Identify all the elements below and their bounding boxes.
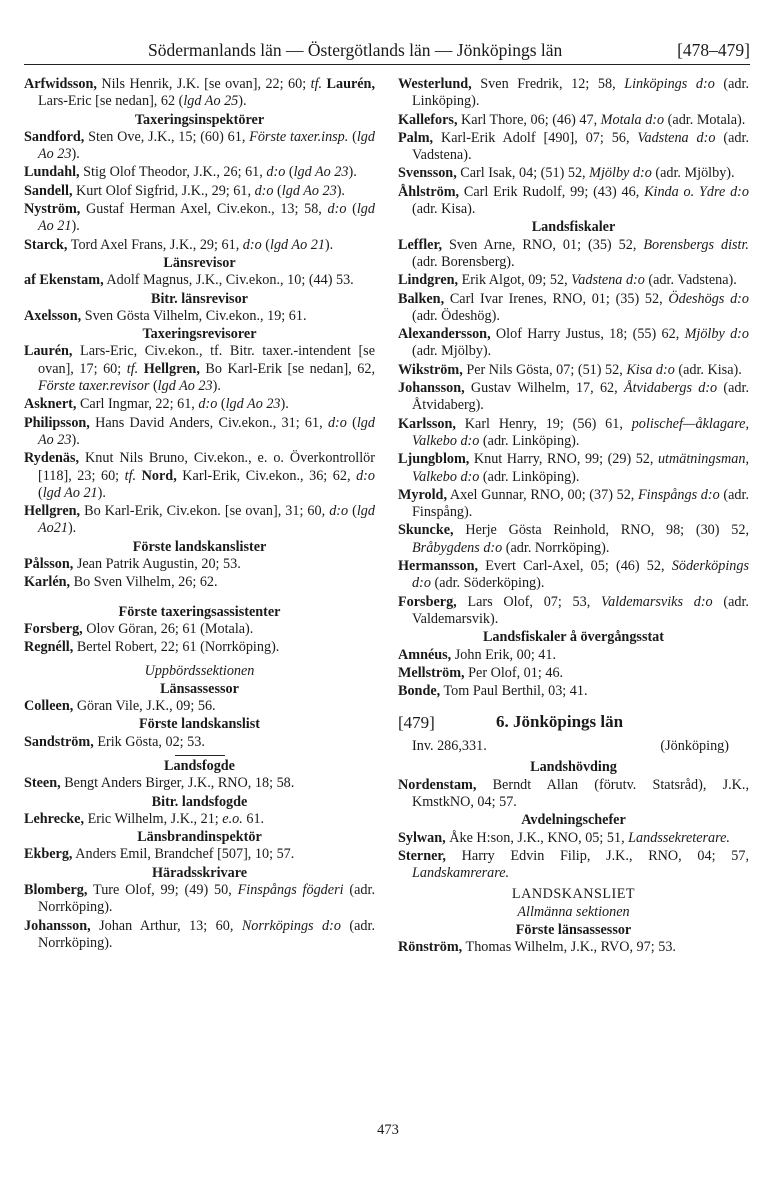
section-title: 6. Jönköpings län: [496, 712, 624, 732]
entry-steen: Steen, Bengt Anders Birger, J.K., RNO, 18; 58.: [24, 775, 295, 792]
entry-sandstrom: Sandström, Erik Gösta, 02; 53.: [24, 733, 205, 750]
entry-hermansson: Hermansson, Evert Carl-Axel, 05; (46) 52, Söderköpings d:o (adr. Söderköping).: [398, 558, 749, 592]
entry-myrold: Myrold, Axel Gunnar, RNO, 00; (37) 52, Finspångs d:o (adr. Finspång).: [398, 486, 749, 521]
entry-alexandersson: Alexandersson, Olof Harry Justus, 18; (55) 62, Mjölby d:o (adr. Mjölby).: [398, 326, 749, 360]
entry-starck: Starck, Tord Axel Frans, J.K., 29; 61, d:o (lgd Ao 21).: [24, 236, 334, 253]
heading-landsfogde: Landsfogde: [164, 757, 235, 774]
entry-svensson: Svensson, Carl Isak, 04; (51) 52, Mjölby d:o (adr. Mjölby).: [398, 165, 735, 182]
entry-blomberg: Blomberg, Ture Olof, 99; (49) 50, Finspångs fögderi (adr. Norrköping).: [24, 882, 375, 916]
heading-lansbrandinspektor: Länsbrandinspektör: [137, 829, 262, 846]
heading-lansrevisor: Länsrevisor: [163, 254, 236, 271]
entry-colleen: Colleen, Göran Vile, J.K., 09; 56.: [24, 698, 216, 715]
heading-landshovding: Landshövding: [530, 759, 617, 776]
entry-lindgren: Lindgren, Erik Algot, 09; 52, Vadstena d:o (adr. Vadstena).: [398, 272, 737, 289]
right-column: [398, 76, 749, 958]
entry-hellgren: Hellgren, Bo Karl-Erik, Civ.ekon. [se ovan], 31; 60, d:o (lgd Ao21).: [24, 503, 375, 537]
heading-lansassessor: Länsassessor: [160, 680, 239, 697]
entry-af-ekenstam: af Ekenstam, Adolf Magnus, J.K., Civ.ekon., 10; (44) 53.: [24, 272, 354, 289]
heading-bitr-lansrevisor: Bitr. länsrevisor: [151, 290, 248, 307]
entry-lundahl: Lundahl, Stig Olof Theodor, J.K., 26; 61, d:o (lgd Ao 23).: [24, 164, 357, 181]
inventory-line: [398, 738, 749, 758]
entry-mellstrom: Mellström, Per Olof, 01; 46.: [398, 664, 564, 681]
entry-ahlstrom: Åhlström, Carl Erik Rudolf, 99; (43) 46, Kinda o. Ydre d:o (adr. Kisa).: [398, 183, 750, 218]
heading-bitr-landsfogde: Bitr. landsfogde: [151, 793, 248, 810]
entry-palm: Palm, Karl-Erik Adolf [490], 07; 56, Vadstena d:o (adr. Vadstena).: [398, 129, 749, 164]
heading-landsfiskaler: Landsfiskaler: [531, 219, 616, 236]
heading-haradsskrivare: Häradsskrivare: [151, 864, 248, 881]
heading-forste-taxeringsassistenter: Förste taxeringsassistenter: [118, 603, 281, 620]
entry-wikstrom: Wikström, Per Nils Gösta, 07; (51) 52, Kisa d:o (adr. Kisa).: [398, 361, 742, 378]
entry-sandford: Sandford, Sten Ove, J.K., 15; (60) 61, Förste taxer.insp. (lgd Ao 23).: [24, 128, 375, 163]
entry-ekberg: Ekberg, Anders Emil, Brandchef [507], 10; 57.: [24, 846, 295, 863]
entry-forsberg-olov: Forsberg, Olov Göran, 26; 61 (Motala).: [24, 620, 254, 637]
section-number: [479]: [398, 713, 435, 733]
entry-amneus: Amnéus, John Erik, 00; 41.: [398, 646, 557, 663]
entry-sylwan: Sylwan, Åke H:son, J.K., KNO, 05; 51, Landssekreterare.: [398, 829, 730, 846]
entry-westerlund: Westerlund, Sven Fredrik, 12; 58, Linköpings d:o (adr. Linköping).: [398, 76, 749, 110]
heading-taxeringsinspektorer: Taxeringsinspektörer: [134, 111, 265, 128]
heading-forste-landskanslister: Förste landskanslister: [132, 538, 267, 555]
entry-ronnstrom: Rönström, Thomas Wilhelm, J.K., RVO, 97; 53.: [398, 939, 676, 956]
inventory-seat: (Jönköping): [660, 738, 729, 755]
running-header: [24, 36, 750, 65]
left-column: [24, 76, 375, 953]
entry-palsson: Pålsson, Jean Patrik Augustin, 20; 53.: [24, 556, 241, 573]
header-title: Södermanlands län — Östergötlands län — Jönköpings län: [148, 40, 563, 60]
heading-avdelningschefer: Avdelningschefer: [521, 812, 626, 829]
entry-forsberg-lars: Forsberg, Lars Olof, 07; 53, Valdemarsviks d:o (adr. Valdemarsvik).: [398, 593, 749, 627]
divider-rule: [175, 755, 225, 756]
heading-forste-lansassessor: Förste länsassessor: [515, 922, 632, 939]
entry-karlen: Karlén, Bo Sven Vilhelm, 26; 62.: [24, 574, 218, 591]
heading-forste-landskanslist: Förste landskanslist: [138, 716, 260, 733]
entry-kallefors: Kallefors, Karl Thore, 06; (46) 47, Motala d:o (adr. Motala).: [398, 111, 746, 128]
inventory-count: Inv. 286,331.: [412, 738, 487, 755]
heading-allmanna-sektionen: Allmänna sektionen: [517, 903, 630, 920]
spacer: [24, 593, 375, 603]
heading-landskansliet: LANDSKANSLIET: [511, 886, 636, 903]
entry-lauren: Laurén, Lars-Eric, Civ.ekon., tf. Bitr. taxer.-intendent [se ovan], 17; 60; tf. Hellgren, Bo Karl-Erik [se nedan], 62, Förste taxer.revisor (lgd Ao 23).: [24, 343, 376, 395]
entry-nordenstam: Nordenstam, Berndt Allan (förutv. Statsråd), J.K., KmstkNO, 04; 57.: [398, 776, 749, 810]
entry-sterner: Sterner, Harry Edvin Filip, J.K., RNO, 04; 57, Landskamrerare.: [398, 847, 749, 882]
entry-nystrom: Nyström, Gustaf Herman Axel, Civ.ekon., 13; 58, d:o (lgd Ao 21).: [24, 201, 375, 235]
page-number: 473: [377, 1122, 399, 1138]
entry-rydenas: Rydenäs, Knut Nils Bruno, Civ.ekon., e. o. Överkontrollör [118], 23; 60; tf. Nord, Karl-Erik, Civ.ekon., 36; 62, d:o (lgd Ao 21).: [24, 450, 375, 501]
entry-skuncke: Skuncke, Herje Gösta Reinhold, RNO, 98; (30) 52, Bråbygdens d:o (adr. Norrköping).: [398, 522, 749, 556]
entry-bonde: Bonde, Tom Paul Berthil, 03; 41.: [398, 683, 588, 700]
entry-ljungblom: Ljungblom, Knut Harry, RNO, 99; (29) 52, utmätningsman, Valkebo d:o (adr. Linköping).: [398, 451, 749, 485]
entry-arfwidsson: Arfwidsson, Nils Henrik, J.K. [se ovan], 22; 60; tf. Laurén, Lars-Eric [se nedan], 62 (lgd Ao 25).: [24, 76, 375, 110]
heading-taxeringsrevisorer: Taxeringsrevisorer: [142, 326, 257, 343]
section-heading-jonkopings-lan: [398, 712, 749, 736]
entry-leffler: Leffler, Sven Arne, RNO, 01; (35) 52, Borensbergs distr. (adr. Borensberg).: [398, 236, 749, 270]
entry-asknert: Asknert, Carl Ingmar, 22; 61, d:o (lgd Ao 23).: [24, 396, 289, 413]
entry-lehrecke: Lehrecke, Eric Wilhelm, J.K., 21; e.o. 61.: [24, 810, 265, 827]
header-page-range: [478–479]: [677, 40, 750, 60]
entry-axelsson: Axelsson, Sven Gösta Vilhelm, Civ.ekon., 19; 61.: [24, 307, 307, 324]
entry-philipsson: Philipsson, Hans David Anders, Civ.ekon., 31; 61, d:o (lgd Ao 23).: [24, 414, 375, 448]
entry-johansson-johan: Johansson, Johan Arthur, 13; 60, Norrköpings d:o (adr. Norrköping).: [24, 917, 375, 951]
entry-karlsson: Karlsson, Karl Henry, 19; (56) 61, polischef—åklagare, Valkebo d:o (adr. Linköping).: [398, 415, 749, 449]
heading-uppbordssektionen: Uppbördssektionen: [144, 662, 255, 679]
entry-regnell: Regnéll, Bertel Robert, 22; 61 (Norrköping).: [24, 639, 280, 656]
entry-balken: Balken, Carl Ivar Irenes, RNO, 01; (35) 52, Ödeshögs d:o (adr. Ödeshög).: [398, 290, 749, 324]
entry-sandell: Sandell, Kurt Olof Sigfrid, J.K., 29; 61, d:o (lgd Ao 23).: [24, 182, 345, 199]
heading-landsfiskaler-overgangsstat: Landsfiskaler å övergångsstat: [482, 629, 665, 646]
entry-johansson-gustav: Johansson, Gustav Wilhelm, 17, 62, Åtvidabergs d:o (adr. Åtvidaberg).: [398, 380, 749, 414]
